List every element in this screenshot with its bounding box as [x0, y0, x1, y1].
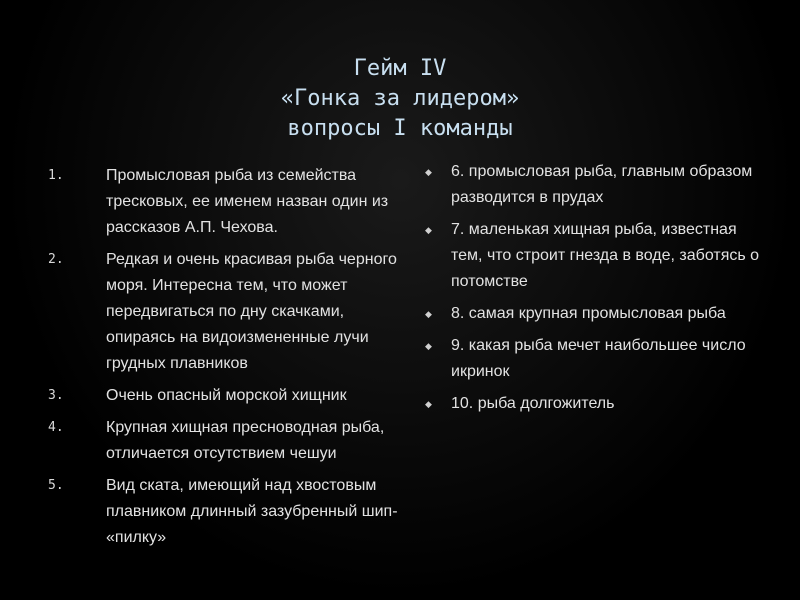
item-text: Вид ската, имеющий над хвостовым плавником длинный зазубренный шип- «пилку» [106, 477, 398, 546]
list-item [423, 333, 768, 385]
list-item [40, 163, 400, 241]
item-number: 5. [48, 478, 64, 493]
item-text: Редкая и очень красивая рыба черного моря. Интересна тем, что может передвигаться по дну скачками, опираясь на видоизмененные лучи грудных плавников [106, 251, 397, 372]
diamond-bullet-icon: ◆ [425, 167, 432, 177]
item-text: Крупная хищная пресноводная рыба, отличается отсутствием чешуи [106, 419, 385, 462]
title-line-3: вопросы I команды [287, 116, 513, 141]
item-text: 8. самая крупная промысловая рыба [451, 305, 726, 322]
right-bullet-list [423, 159, 768, 423]
title-line-2: «Гонка за лидером» [280, 86, 520, 111]
diamond-bullet-icon: ◆ [425, 341, 432, 351]
item-text: Очень опасный морской хищник [106, 387, 347, 404]
list-item [40, 383, 400, 409]
list-item [40, 473, 400, 551]
item-number: 1. [48, 168, 64, 183]
item-number: 3. [48, 388, 64, 403]
title-line-1: Гейм IV [353, 56, 447, 81]
item-number: 4. [48, 420, 64, 435]
diamond-bullet-icon: ◆ [425, 399, 432, 409]
item-number: 2. [48, 252, 64, 267]
left-numbered-list [40, 163, 400, 557]
item-text: 7. маленькая хищная рыба, известная тем, что строит гнезда в воде, заботясь о потомстве [451, 221, 760, 290]
list-item [40, 247, 400, 377]
diamond-bullet-icon: ◆ [425, 309, 432, 319]
list-item [40, 415, 400, 467]
item-text: 9. какая рыба мечет наибольшее число икринок [451, 337, 746, 380]
list-item [423, 159, 768, 211]
item-text: 10. рыба долгожитель [451, 395, 615, 412]
list-item [423, 391, 768, 417]
item-text: Промысловая рыба из семейства тресковых, ее именем назван один из рассказов А.П. Чехова. [106, 167, 389, 236]
list-item [423, 217, 768, 295]
slide-title [0, 54, 800, 144]
list-item [423, 301, 768, 327]
item-text: 6. промысловая рыба, главным образом разводится в прудах [451, 163, 753, 206]
diamond-bullet-icon: ◆ [425, 225, 432, 235]
